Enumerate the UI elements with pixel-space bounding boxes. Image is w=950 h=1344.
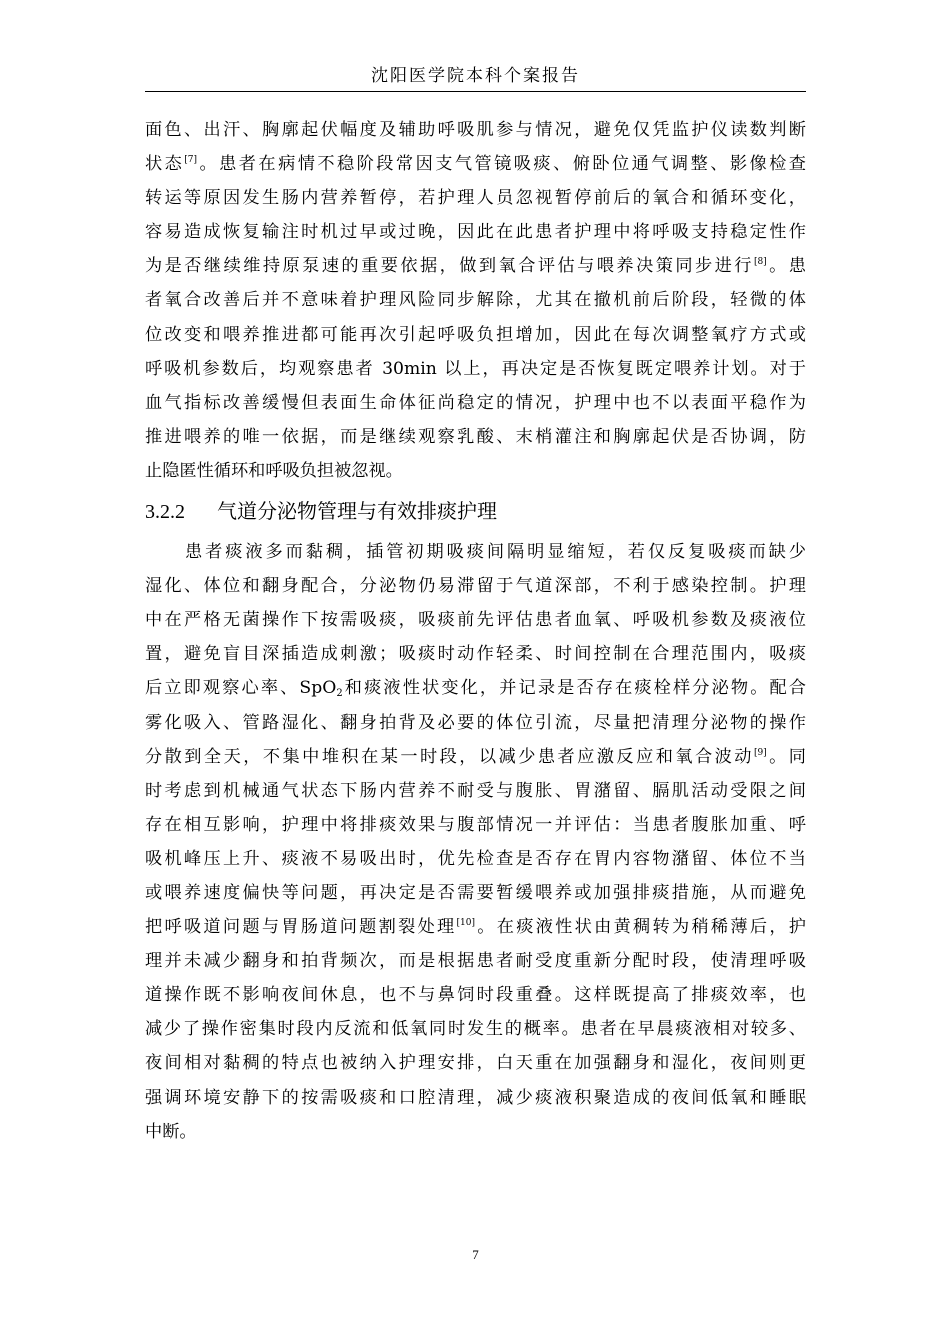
paragraph-2 — [145, 535, 806, 1149]
page-header: 沈阳医学院本科个案报告 — [371, 66, 580, 86]
text-line: 止隐匿性循环和呼吸负担被忽视。 — [145, 460, 403, 481]
section-title: 气道分泌物管理与有效排痰护理 — [217, 499, 497, 524]
text-line: 位改变和喂养推进都可能再次引起呼吸负担增加，因此在每次调整氧疗方式或 — [145, 324, 806, 345]
text-line: 吸机峰压上升、痰液不易吸出时，优先检查是否存在胃内容物潴留、体位不当 — [145, 848, 806, 869]
text-span: 把呼吸道问题与胃肠道问题割裂处理 — [145, 917, 457, 938]
text-line: 者氧合改善后并不意味着护理风险同步解除，尤其在撤机前后阶段，轻微的体 — [145, 290, 806, 311]
text-span: 分散到全天，不集中堆积在某一时段，以减少患者应激反应和氧合波动 — [145, 746, 754, 767]
section-heading — [145, 489, 806, 533]
text-span: 和痰液性状变化，并记录是否存在痰栓样分泌物。配合 — [342, 678, 806, 699]
text-line: 推进喂养的唯一依据，而是继续观察乳酸、末梢灌注和胸廓起伏是否协调，防 — [145, 426, 806, 447]
text-span: 。在痰液性状由黄稠转为稍稀薄后，护 — [475, 917, 806, 938]
citation-ref: [8] — [753, 257, 767, 268]
text-line: 中断。 — [145, 1121, 197, 1142]
text-line: 理并未减少翻身和拍背频次，而是根据患者耐受度重新分配时段，使清理呼吸 — [145, 951, 806, 972]
text-line — [145, 147, 806, 181]
citation-ref: [10] — [456, 918, 475, 929]
text-line: 时考虑到机械通气状态下肠内营养不耐受与腹胀、胃潴留、膈肌活动受限之间 — [145, 780, 806, 801]
text-span: 状态 — [145, 154, 185, 175]
body-text — [145, 113, 806, 1149]
text-line: 呼吸机参数后，均观察患者 30min 以上，再决定是否恢复既定喂养计划。对于 — [145, 358, 806, 379]
text-span: 后立即观察心率、SpO — [145, 678, 337, 699]
text-span: 。患 — [766, 256, 806, 277]
text-line: 置，避免盲目深插造成刺激；吸痰时动作轻柔、时间控制在合理范围内，吸痰 — [145, 644, 806, 665]
text-span: 。患者在病情不稳阶段常因支气管镜吸痰、俯卧位通气调整、影像检查 — [197, 154, 806, 175]
text-line — [145, 671, 806, 705]
text-line: 患者痰液多而黏稠，插管初期吸痰间隔明显缩短，若仅反复吸痰而缺少 — [185, 542, 806, 563]
paragraph-1 — [145, 113, 806, 488]
text-line: 减少了操作密集时段内反流和低氧同时发生的概率。患者在早晨痰液相对较多、 — [145, 1019, 806, 1040]
text-line: 雾化吸入、管路湿化、翻身拍背及必要的体位引流，尽量把清理分泌物的操作 — [145, 712, 806, 733]
text-line — [145, 249, 806, 283]
subscript: 2 — [336, 688, 343, 700]
text-line: 或喂养速度偏快等问题，再决定是否需要暂缓喂养或加强排痰措施，从而避免 — [145, 882, 806, 903]
text-line: 强调环境安静下的按需吸痰和口腔清理，减少痰液积聚造成的夜间低氧和睡眠 — [145, 1087, 806, 1108]
text-line: 夜间相对黏稠的特点也被纳入护理安排，白天重在加强翻身和湿化，夜间则更 — [145, 1053, 806, 1074]
text-line: 血气指标改善缓慢但表面生命体征尚稳定的情况，护理中也不以表面平稳作为 — [145, 392, 806, 413]
section-number: 3.2.2 — [145, 501, 185, 524]
text-line: 面色、出汗、胸廓起伏幅度及辅助呼吸肌参与情况，避免仅凭监护仪读数判断 — [145, 120, 806, 140]
text-line: 湿化、体位和翻身配合，分泌物仍易滞留于气道深部，不利于感染控制。护理 — [145, 576, 806, 597]
text-span: 为是否继续维持原泵速的重要依据，做到氧合评估与喂养决策同步进行 — [145, 256, 754, 277]
header-rule — [145, 91, 806, 92]
text-line: 容易造成恢复输注时机过早或过晚，因此在此患者护理中将呼吸支持稳定性作 — [145, 222, 806, 243]
text-line: 中在严格无菌操作下按需吸痰，吸痰前先评估患者血氧、呼吸机参数及痰液位 — [145, 610, 806, 631]
text-line — [145, 740, 806, 774]
text-line — [145, 910, 806, 944]
text-line: 转运等原因发生肠内营养暂停，若护理人员忽视暂停前后的氧合和循环变化， — [145, 188, 806, 209]
citation-ref: [9] — [753, 747, 767, 758]
text-line: 道操作既不影响夜间休息，也不与鼻饲时段重叠。这样既提高了排痰效率，也 — [145, 985, 806, 1006]
citation-ref: [7] — [184, 155, 198, 166]
text-line: 存在相互影响，护理中将排痰效果与腹部情况一并评估：当患者腹胀加重、呼 — [145, 814, 806, 835]
page-number: 7 — [472, 1247, 479, 1262]
text-span: 。同 — [766, 746, 806, 767]
